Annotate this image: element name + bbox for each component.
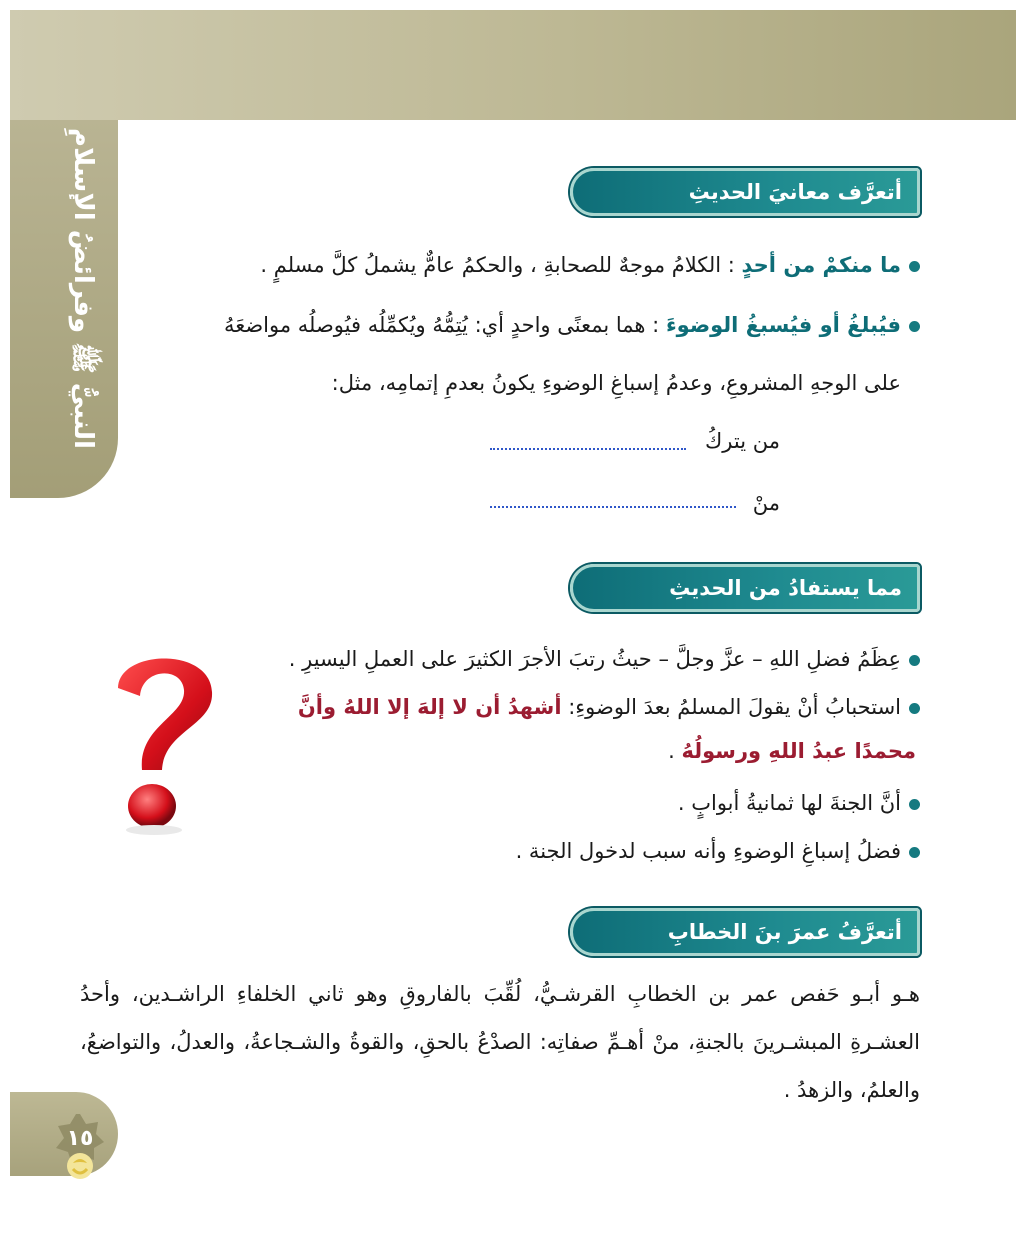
bullet-dot-icon: [909, 655, 920, 666]
dua-prefix: استحبابُ أنْ يقولَ المسلمُ بعدَ الوضوءِ:: [568, 695, 901, 719]
benefit-item-2: [260, 690, 920, 724]
dua-line-1: أشهدُ أن لا إلهَ إلا اللهُ وأنَّ: [297, 695, 562, 719]
benefit-item-3: [260, 786, 920, 820]
meaning-item-1: [140, 248, 920, 282]
meanings-header: [570, 168, 920, 216]
benefit-text-3: أنَّ الجنةَ لها ثمانيةُ أبوابٍ .: [677, 791, 901, 815]
benefit-item-4: [260, 834, 920, 868]
bullet-dot-icon: [909, 321, 920, 332]
meaning-text-2: : هما بمعنًى واحدٍ أي: يُتِمُّهُ ويُكمِّلُه فيُوصلُه مواضعَهُ: [223, 313, 660, 337]
benefits-header: [570, 564, 920, 612]
top-decorative-band: [10, 10, 1016, 120]
chapter-title: النبيُّ ﷺ وفرائضُ الإسلامِ: [68, 128, 98, 449]
benefits-header-label: مما يستفادُ من الحديثِ: [669, 576, 902, 600]
fill-in-label-1: من يتركُ: [705, 429, 780, 453]
meaning-term-1: ما منكمْ من أحدٍ: [741, 253, 901, 277]
dua-line-2: محمدًا عبدُ اللهِ ورسولُهُ: [681, 739, 916, 763]
bullet-dot-icon: [909, 847, 920, 858]
umar-header: [570, 908, 920, 956]
question-mark-icon: [98, 630, 228, 840]
page-number: ١٥: [66, 1125, 94, 1151]
logo-icon: [60, 1148, 100, 1184]
umar-paragraph: هـو أبـو حَفص عمر بن الخطابِ القرشـيُّ، لُقِّبَ بالفاروقِ وهو ثاني الخلفاءِ الراشـدين، وأحدُ العشـرةِ المبشـرينَ بالجنةِ، منْ أهـمِّ صفاتِه: الصدْعُ بالحقِ، والقوةُ والشـجاعةُ، والعدلُ، والتواضعُ، والعلمُ، والزهدُ .: [80, 982, 920, 1102]
dua-line-2-row: [276, 734, 916, 768]
bullet-dot-icon: [909, 703, 920, 714]
bullet-dot-icon: [909, 799, 920, 810]
bullet-dot-icon: [909, 261, 920, 272]
umar-header-label: أتعرَّفُ عمرَ بنَ الخطابِ: [667, 920, 902, 944]
meaning-term-2: فيُبلغُ أو فيُسبغُ الوضوءَ: [665, 313, 901, 337]
fill-in-label-2: منْ: [752, 491, 780, 515]
benefit-text-4: فضلُ إسباغِ الوضوءِ وأنه سبب لدخول الجنة .: [515, 839, 901, 863]
fill-in-blank-1[interactable]: [490, 448, 686, 450]
benefit-item-1: [260, 642, 920, 676]
fill-in-blank-2[interactable]: [490, 506, 736, 508]
meaning-continuation: على الوجهِ المشروعِ، وعدمُ إسباغِ الوضوءِ يكونُ بعدمِ إتمامِه، مثل:: [331, 371, 901, 395]
meanings-header-label: أتعرَّف معانيَ الحديثِ: [688, 180, 902, 204]
meaning-text-1: : الكلامُ موجهٌ للصحابةِ ، والحكمُ عامٌّ يشملُ كلَّ مسلمٍ .: [260, 253, 735, 277]
meaning-item-2: [140, 308, 920, 342]
dua-end: .: [668, 739, 675, 763]
benefit-text-1: عِظَمُ فضلِ اللهِ – عزَّ وجلَّ – حيثُ رتبَ الأجرَ الكثيرَ على العملِ اليسيرِ .: [288, 647, 901, 671]
